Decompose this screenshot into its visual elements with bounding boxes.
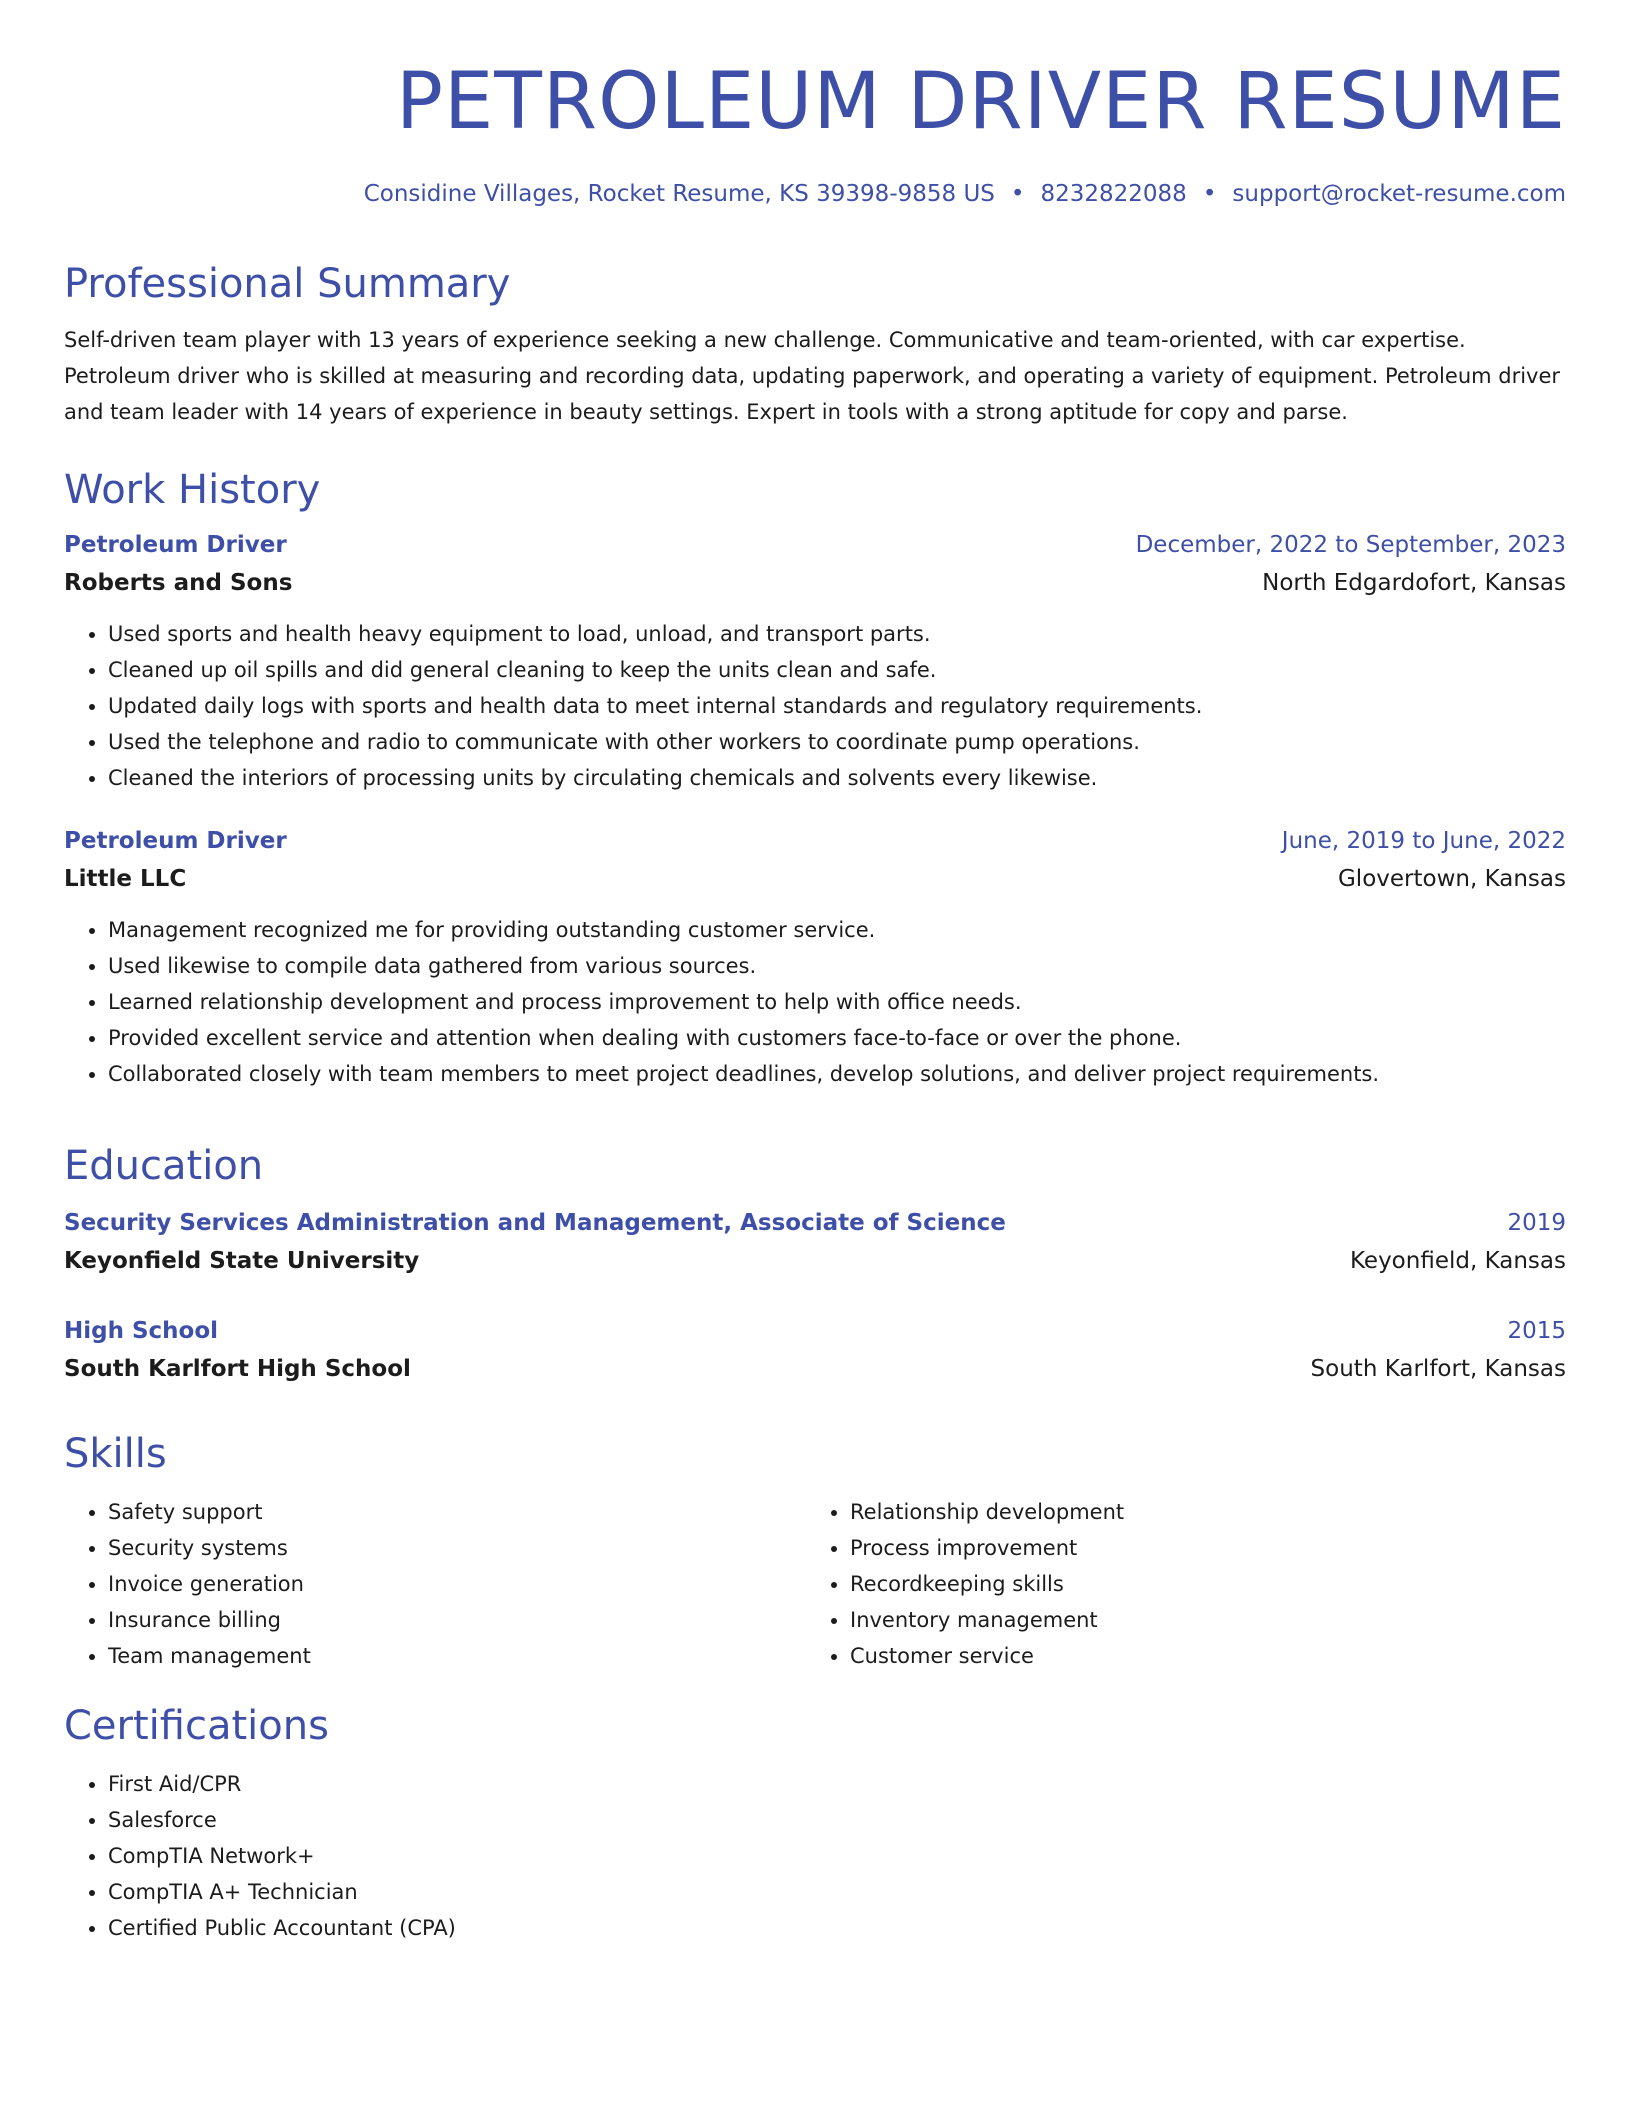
job-company-row: [64, 564, 1566, 602]
summary-section: [64, 258, 1566, 430]
job-bullets: [64, 912, 1566, 1092]
resume-header: [64, 0, 1566, 210]
education-location: South Karlfort, Kansas: [1310, 1356, 1566, 1382]
education-entry: [64, 1204, 1566, 1280]
skills-section: [64, 1428, 1566, 1674]
education-school: Keyonfield State University: [64, 1248, 420, 1274]
skills-column-left: [64, 1490, 806, 1674]
certifications-list: [64, 1766, 1566, 1946]
job-location: North Edgardofort, Kansas: [1262, 570, 1566, 596]
certification-item: • CompTIA Network+: [108, 1838, 1566, 1874]
education-degree: Security Services Administration and Management, Associate of Science: [64, 1210, 1006, 1236]
resume-page: [64, 0, 1566, 1940]
job-bullet: • Updated daily logs with sports and health data to meet internal standards and regulatory requirements.: [108, 688, 1566, 724]
skill-item: • Relationship development: [850, 1494, 1548, 1530]
education-year: 2015: [1507, 1318, 1566, 1344]
section-heading-work: Work History: [64, 467, 321, 513]
skill-item: • Process improvement: [850, 1530, 1548, 1566]
job-bullet: • Cleaned up oil spills and did general cleaning to keep the units clean and safe.: [108, 652, 1566, 688]
skills-grid: [64, 1490, 1566, 1674]
job-entry: [64, 526, 1566, 796]
skills-list: [64, 1494, 806, 1674]
certification-item: • Salesforce: [108, 1802, 1566, 1838]
job-bullet: • Learned relationship development and process improvement to help with office needs.: [108, 984, 1566, 1020]
job-bullet: • Used likewise to compile data gathered from various sources.: [108, 948, 1566, 984]
summary-text: Self-driven team player with 13 years of experience seeking a new challenge. Communicative and team-oriented, with car expertise. Petroleum driver who is skilled at measuring and recording data, updating paperwork, and operating a variety of equipment. Petroleum driver and team leader with 14 years of experience in beauty settings. Expert in tools with a strong aptitude for copy and parse.: [64, 328, 1561, 424]
section-heading-summary: Professional Summary: [64, 261, 511, 307]
job-bullet: • Management recognized me for providing outstanding customer service.: [108, 912, 1566, 948]
certification-item: • First Aid/CPR: [108, 1766, 1566, 1802]
contact-email[interactable]: support@rocket-resume.com: [1232, 181, 1566, 207]
skill-item: • Inventory management: [850, 1602, 1548, 1638]
skill-item: • Insurance billing: [108, 1602, 806, 1638]
contact-phone[interactable]: 8232822088: [1040, 181, 1187, 207]
education-year: 2019: [1507, 1210, 1566, 1236]
job-title-row: [64, 526, 1566, 564]
contact-separator: •: [1202, 181, 1217, 207]
education-degree-row: [64, 1204, 1566, 1242]
job-location: Glovertown, Kansas: [1337, 866, 1566, 892]
section-heading-skills: Skills: [64, 1431, 167, 1477]
skill-item: • Invoice generation: [108, 1566, 806, 1602]
skill-item: • Safety support: [108, 1494, 806, 1530]
work-history-section: [64, 464, 1566, 1092]
resume-title: PETROLEUM DRIVER RESUME: [395, 57, 1566, 147]
contact-address: Considine Villages, Rocket Resume, KS 39398-9858 US: [363, 181, 995, 207]
job-company: Roberts and Sons: [64, 570, 293, 596]
education-section: [64, 1140, 1566, 1388]
skills-list: [806, 1494, 1548, 1674]
skill-item: • Recordkeeping skills: [850, 1566, 1548, 1602]
job-company: Little LLC: [64, 866, 187, 892]
education-degree-row: [64, 1312, 1566, 1350]
education-entry: [64, 1312, 1566, 1388]
job-bullets: [64, 616, 1566, 796]
skills-column-right: [806, 1490, 1548, 1674]
job-title: Petroleum Driver: [64, 828, 287, 854]
job-bullet: • Used the telephone and radio to communicate with other workers to coordinate pump operations.: [108, 724, 1566, 760]
job-title-row: [64, 822, 1566, 860]
skill-item: • Customer service: [850, 1638, 1548, 1674]
education-location: Keyonfield, Kansas: [1349, 1248, 1566, 1274]
contact-separator: •: [1010, 181, 1025, 207]
section-heading-certifications: Certifications: [64, 1703, 329, 1749]
education-school: South Karlfort High School: [64, 1356, 411, 1382]
job-dates: June, 2019 to June, 2022: [1281, 828, 1566, 854]
education-degree: High School: [64, 1318, 219, 1344]
job-bullet: • Cleaned the interiors of processing units by circulating chemicals and solvents every likewise.: [108, 760, 1566, 796]
education-school-row: [64, 1242, 1566, 1280]
job-bullet: • Collaborated closely with team members to meet project deadlines, develop solutions, and deliver project requirements.: [108, 1056, 1566, 1092]
certifications-section: [64, 1700, 1566, 1946]
certification-item: • Certified Public Accountant (CPA): [108, 1910, 1566, 1946]
job-title: Petroleum Driver: [64, 532, 287, 558]
job-entry: [64, 822, 1566, 1092]
skill-item: • Team management: [108, 1638, 806, 1674]
job-dates: December, 2022 to September, 2023: [1135, 532, 1566, 558]
job-company-row: [64, 860, 1566, 898]
contact-line: [64, 178, 1566, 210]
certification-item: • CompTIA A+ Technician: [108, 1874, 1566, 1910]
skill-item: • Security systems: [108, 1530, 806, 1566]
education-school-row: [64, 1350, 1566, 1388]
job-bullet: • Used sports and health heavy equipment to load, unload, and transport parts.: [108, 616, 1566, 652]
section-heading-education: Education: [64, 1143, 264, 1189]
job-bullet: • Provided excellent service and attention when dealing with customers face-to-face or over the phone.: [108, 1020, 1566, 1056]
